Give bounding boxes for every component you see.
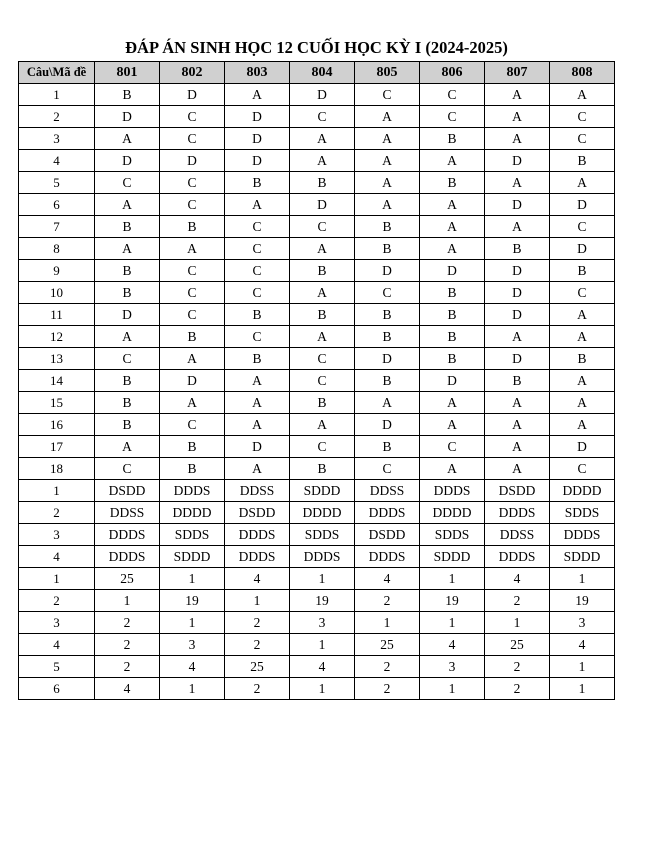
question-number-cell: 11 — [19, 304, 95, 326]
header-exam-code: 807 — [485, 62, 550, 84]
answer-cell: A — [550, 172, 615, 194]
question-number-cell: 5 — [19, 172, 95, 194]
answer-cell: D — [290, 84, 355, 106]
table-row — [19, 370, 615, 392]
table-row — [19, 590, 615, 612]
answer-cell: A — [290, 128, 355, 150]
header-exam-code: 806 — [420, 62, 485, 84]
answer-cell: A — [485, 84, 550, 106]
answer-cell: 1 — [160, 612, 225, 634]
page-title: ĐÁP ÁN SINH HỌC 12 CUỐI HỌC KỲ I (2024-2025) — [125, 38, 508, 57]
answer-cell: C — [225, 282, 290, 304]
answer-cell: D — [420, 260, 485, 282]
header-exam-code: 802 — [160, 62, 225, 84]
answer-cell: C — [550, 282, 615, 304]
answer-cell: 4 — [290, 656, 355, 678]
answer-cell: C — [420, 84, 485, 106]
answer-cell: DDDS — [225, 524, 290, 546]
answer-cell: D — [160, 84, 225, 106]
answer-cell: D — [225, 150, 290, 172]
answer-cell: 1 — [420, 612, 485, 634]
answer-cell: D — [550, 194, 615, 216]
answer-cell: DDDD — [160, 502, 225, 524]
answer-cell: 4 — [95, 678, 160, 700]
answer-cell: A — [160, 392, 225, 414]
question-number-cell: 18 — [19, 458, 95, 480]
answer-cell: C — [225, 260, 290, 282]
answer-cell: 2 — [355, 678, 420, 700]
answer-cell: C — [160, 282, 225, 304]
answer-cell: DDSS — [355, 480, 420, 502]
answer-cell: 3 — [550, 612, 615, 634]
answer-cell: 4 — [355, 568, 420, 590]
answer-cell: B — [95, 282, 160, 304]
answer-cell: B — [95, 370, 160, 392]
question-number-cell: 1 — [19, 84, 95, 106]
answer-cell: A — [95, 326, 160, 348]
answer-cell: A — [225, 414, 290, 436]
answer-cell: D — [95, 304, 160, 326]
answer-cell: A — [485, 436, 550, 458]
answer-cell: C — [160, 172, 225, 194]
answer-cell: A — [290, 414, 355, 436]
answer-cell: D — [355, 414, 420, 436]
answer-cell: DSDD — [95, 480, 160, 502]
answer-cell: DDDS — [550, 524, 615, 546]
answer-cell: B — [485, 370, 550, 392]
answer-cell: 19 — [160, 590, 225, 612]
answer-cell: SDDD — [160, 546, 225, 568]
answer-cell: B — [290, 172, 355, 194]
table-row — [19, 326, 615, 348]
question-number-cell: 3 — [19, 612, 95, 634]
answer-cell: B — [290, 304, 355, 326]
answer-cell: D — [95, 150, 160, 172]
answer-cell: B — [355, 370, 420, 392]
answer-cell: A — [95, 194, 160, 216]
answer-cell: D — [160, 370, 225, 392]
answer-cell: D — [485, 282, 550, 304]
answer-cell: C — [160, 106, 225, 128]
answer-cell: A — [225, 194, 290, 216]
answer-cell: C — [160, 194, 225, 216]
table-row — [19, 458, 615, 480]
answer-cell: B — [420, 128, 485, 150]
answer-cell: DDSS — [225, 480, 290, 502]
answer-cell: A — [485, 458, 550, 480]
answer-cell: A — [160, 348, 225, 370]
table-body — [19, 84, 615, 700]
answer-cell: C — [95, 172, 160, 194]
answer-cell: C — [355, 458, 420, 480]
answer-cell: DDDS — [355, 546, 420, 568]
answer-cell: D — [550, 436, 615, 458]
answer-cell: SDDD — [290, 480, 355, 502]
answer-key-table — [18, 61, 615, 700]
answer-cell: C — [290, 436, 355, 458]
answer-cell: 1 — [290, 634, 355, 656]
answer-cell: A — [420, 150, 485, 172]
answer-cell: DDDD — [290, 502, 355, 524]
table-row — [19, 194, 615, 216]
answer-cell: 1 — [550, 678, 615, 700]
answer-cell: 2 — [95, 656, 160, 678]
answer-cell: B — [355, 238, 420, 260]
answer-cell: C — [160, 260, 225, 282]
answer-cell: C — [290, 106, 355, 128]
answer-cell: 2 — [485, 590, 550, 612]
answer-cell: A — [95, 238, 160, 260]
answer-cell: B — [355, 216, 420, 238]
table-row — [19, 84, 615, 106]
answer-cell: D — [485, 194, 550, 216]
answer-cell: 1 — [550, 656, 615, 678]
answer-cell: C — [160, 128, 225, 150]
answer-cell: C — [420, 106, 485, 128]
header-question-exam-code: Câu\Mã đề — [19, 62, 95, 84]
answer-cell: DSDD — [485, 480, 550, 502]
answer-cell: 2 — [355, 590, 420, 612]
answer-cell: 3 — [290, 612, 355, 634]
answer-cell: B — [95, 216, 160, 238]
answer-cell: D — [485, 304, 550, 326]
answer-cell: C — [225, 326, 290, 348]
answer-cell: A — [420, 458, 485, 480]
answer-cell: B — [420, 348, 485, 370]
answer-cell: A — [485, 128, 550, 150]
answer-cell: B — [420, 326, 485, 348]
answer-cell: 4 — [550, 634, 615, 656]
answer-cell: DDDS — [420, 480, 485, 502]
question-number-cell: 17 — [19, 436, 95, 458]
answer-cell: C — [160, 304, 225, 326]
answer-cell: B — [225, 304, 290, 326]
answer-cell: B — [485, 238, 550, 260]
answer-cell: DDDD — [550, 480, 615, 502]
answer-cell: B — [290, 260, 355, 282]
table-row — [19, 634, 615, 656]
answer-cell: D — [95, 106, 160, 128]
answer-cell: A — [485, 392, 550, 414]
answer-cell: C — [95, 458, 160, 480]
header-row — [19, 62, 615, 84]
answer-cell: 25 — [485, 634, 550, 656]
table-row — [19, 282, 615, 304]
answer-cell: C — [225, 238, 290, 260]
answer-cell: 25 — [95, 568, 160, 590]
answer-cell: 4 — [225, 568, 290, 590]
answer-cell: A — [225, 84, 290, 106]
answer-cell: B — [160, 458, 225, 480]
answer-cell: 3 — [160, 634, 225, 656]
answer-cell: A — [355, 392, 420, 414]
answer-cell: D — [420, 370, 485, 392]
answer-cell: SDDS — [160, 524, 225, 546]
answer-cell: D — [485, 150, 550, 172]
answer-cell: B — [355, 304, 420, 326]
table-row — [19, 106, 615, 128]
answer-cell: A — [355, 150, 420, 172]
answer-cell: 25 — [225, 656, 290, 678]
answer-cell: DDDS — [95, 524, 160, 546]
answer-cell: D — [355, 260, 420, 282]
answer-cell: A — [485, 414, 550, 436]
answer-cell: DDDD — [420, 502, 485, 524]
answer-cell: A — [550, 84, 615, 106]
answer-cell: A — [290, 326, 355, 348]
answer-cell: 2 — [225, 612, 290, 634]
table-row — [19, 304, 615, 326]
answer-cell: 2 — [355, 656, 420, 678]
question-number-cell: 15 — [19, 392, 95, 414]
answer-cell: A — [420, 216, 485, 238]
question-number-cell: 8 — [19, 238, 95, 260]
answer-cell: 2 — [485, 656, 550, 678]
answer-cell: C — [95, 348, 160, 370]
answer-cell: C — [355, 84, 420, 106]
question-number-cell: 5 — [19, 656, 95, 678]
answer-cell: 1 — [160, 678, 225, 700]
answer-cell: A — [160, 238, 225, 260]
answer-cell: A — [485, 172, 550, 194]
answer-cell: D — [225, 128, 290, 150]
answer-cell: B — [355, 326, 420, 348]
answer-cell: 1 — [225, 590, 290, 612]
question-number-cell: 4 — [19, 634, 95, 656]
answer-cell: C — [550, 128, 615, 150]
answer-cell: C — [225, 216, 290, 238]
answer-cell: 1 — [95, 590, 160, 612]
question-number-cell: 13 — [19, 348, 95, 370]
table-row — [19, 348, 615, 370]
header-exam-code: 805 — [355, 62, 420, 84]
answer-cell: B — [355, 436, 420, 458]
answer-cell: C — [420, 436, 485, 458]
answer-cell: D — [225, 436, 290, 458]
answer-cell: 1 — [420, 678, 485, 700]
question-number-cell: 14 — [19, 370, 95, 392]
answer-cell: B — [95, 260, 160, 282]
answer-cell: D — [160, 150, 225, 172]
question-number-cell: 12 — [19, 326, 95, 348]
answer-cell: D — [290, 194, 355, 216]
answer-cell: D — [485, 260, 550, 282]
table-row — [19, 480, 615, 502]
question-number-cell: 4 — [19, 150, 95, 172]
answer-cell: B — [420, 304, 485, 326]
answer-cell: SDDS — [290, 524, 355, 546]
answer-cell: A — [420, 238, 485, 260]
question-number-cell: 16 — [19, 414, 95, 436]
answer-cell: A — [225, 458, 290, 480]
answer-cell: SDDD — [420, 546, 485, 568]
answer-cell: B — [95, 414, 160, 436]
table-row — [19, 568, 615, 590]
answer-cell: B — [95, 392, 160, 414]
answer-cell: 1 — [485, 612, 550, 634]
answer-cell: B — [290, 458, 355, 480]
answer-cell: DDDS — [290, 546, 355, 568]
answer-cell: C — [160, 414, 225, 436]
answer-cell: A — [420, 414, 485, 436]
header-exam-code: 808 — [550, 62, 615, 84]
table-row — [19, 150, 615, 172]
answer-cell: A — [485, 106, 550, 128]
question-number-cell: 7 — [19, 216, 95, 238]
answer-cell: C — [550, 216, 615, 238]
answer-cell: DDDS — [225, 546, 290, 568]
answer-cell: D — [355, 348, 420, 370]
answer-cell: DDSS — [485, 524, 550, 546]
answer-cell: 1 — [420, 568, 485, 590]
answer-cell: SDDS — [550, 502, 615, 524]
answer-cell: A — [485, 326, 550, 348]
answer-cell: A — [485, 216, 550, 238]
answer-cell: A — [95, 436, 160, 458]
answer-cell: 19 — [290, 590, 355, 612]
header-exam-code: 801 — [95, 62, 160, 84]
answer-cell: B — [290, 392, 355, 414]
answer-cell: A — [550, 304, 615, 326]
answer-cell: C — [355, 282, 420, 304]
table-row — [19, 524, 615, 546]
question-number-cell: 3 — [19, 128, 95, 150]
answer-cell: D — [550, 238, 615, 260]
answer-cell: DDDS — [95, 546, 160, 568]
answer-cell: A — [420, 392, 485, 414]
answer-cell: 25 — [355, 634, 420, 656]
table-row — [19, 260, 615, 282]
answer-cell: A — [550, 414, 615, 436]
answer-cell: DDDS — [485, 546, 550, 568]
answer-cell: B — [95, 84, 160, 106]
answer-cell: A — [290, 238, 355, 260]
answer-cell: SDDD — [550, 546, 615, 568]
answer-cell: A — [355, 172, 420, 194]
answer-cell: B — [225, 172, 290, 194]
answer-cell: 1 — [355, 612, 420, 634]
answer-cell: 2 — [95, 612, 160, 634]
question-number-cell: 1 — [19, 480, 95, 502]
question-number-cell: 9 — [19, 260, 95, 282]
answer-cell: D — [485, 348, 550, 370]
table-row — [19, 414, 615, 436]
answer-cell: B — [160, 326, 225, 348]
answer-cell: B — [550, 150, 615, 172]
table-row — [19, 172, 615, 194]
answer-cell: A — [550, 370, 615, 392]
question-number-cell: 1 — [19, 568, 95, 590]
header-exam-code: 804 — [290, 62, 355, 84]
answer-cell: B — [420, 282, 485, 304]
answer-cell: A — [355, 128, 420, 150]
answer-cell: C — [290, 216, 355, 238]
question-number-cell: 6 — [19, 678, 95, 700]
answer-cell: 1 — [290, 678, 355, 700]
header-exam-code: 803 — [225, 62, 290, 84]
table-row — [19, 436, 615, 458]
answer-cell: B — [160, 216, 225, 238]
answer-cell: A — [225, 392, 290, 414]
question-number-cell: 3 — [19, 524, 95, 546]
question-number-cell: 2 — [19, 590, 95, 612]
answer-cell: A — [290, 150, 355, 172]
answer-cell: A — [420, 194, 485, 216]
answer-cell: SDDS — [420, 524, 485, 546]
answer-cell: C — [290, 370, 355, 392]
answer-cell: B — [160, 436, 225, 458]
answer-cell: A — [550, 392, 615, 414]
table-row — [19, 392, 615, 414]
answer-cell: C — [550, 458, 615, 480]
answer-cell: B — [225, 348, 290, 370]
answer-cell: A — [95, 128, 160, 150]
table-row — [19, 612, 615, 634]
answer-cell: A — [290, 282, 355, 304]
answer-cell: 4 — [485, 568, 550, 590]
answer-cell: A — [355, 106, 420, 128]
table-row — [19, 238, 615, 260]
answer-cell: A — [550, 326, 615, 348]
answer-cell: DDDS — [485, 502, 550, 524]
answer-cell: A — [225, 370, 290, 392]
question-number-cell: 2 — [19, 106, 95, 128]
answer-cell: B — [550, 260, 615, 282]
answer-cell: DDSS — [95, 502, 160, 524]
answer-cell: 1 — [160, 568, 225, 590]
answer-cell: 2 — [225, 678, 290, 700]
answer-cell: 4 — [420, 634, 485, 656]
answer-cell: C — [550, 106, 615, 128]
answer-cell: 4 — [160, 656, 225, 678]
question-number-cell: 2 — [19, 502, 95, 524]
answer-cell: 1 — [290, 568, 355, 590]
answer-cell: D — [225, 106, 290, 128]
answer-cell: DDDS — [355, 502, 420, 524]
answer-cell: B — [420, 172, 485, 194]
answer-cell: 2 — [485, 678, 550, 700]
question-number-cell: 6 — [19, 194, 95, 216]
answer-cell: 3 — [420, 656, 485, 678]
answer-cell: DSDD — [355, 524, 420, 546]
answer-cell: 1 — [550, 568, 615, 590]
table-row — [19, 128, 615, 150]
question-number-cell: 10 — [19, 282, 95, 304]
table-row — [19, 546, 615, 568]
answer-cell: DDDS — [160, 480, 225, 502]
table-row — [19, 502, 615, 524]
answer-cell: B — [550, 348, 615, 370]
answer-cell: DSDD — [225, 502, 290, 524]
answer-cell: 19 — [550, 590, 615, 612]
answer-cell: 2 — [95, 634, 160, 656]
table-row — [19, 656, 615, 678]
question-number-cell: 4 — [19, 546, 95, 568]
answer-cell: 2 — [225, 634, 290, 656]
table-row — [19, 678, 615, 700]
table-row — [19, 216, 615, 238]
answer-cell: 19 — [420, 590, 485, 612]
answer-cell: A — [355, 194, 420, 216]
answer-cell: C — [290, 348, 355, 370]
